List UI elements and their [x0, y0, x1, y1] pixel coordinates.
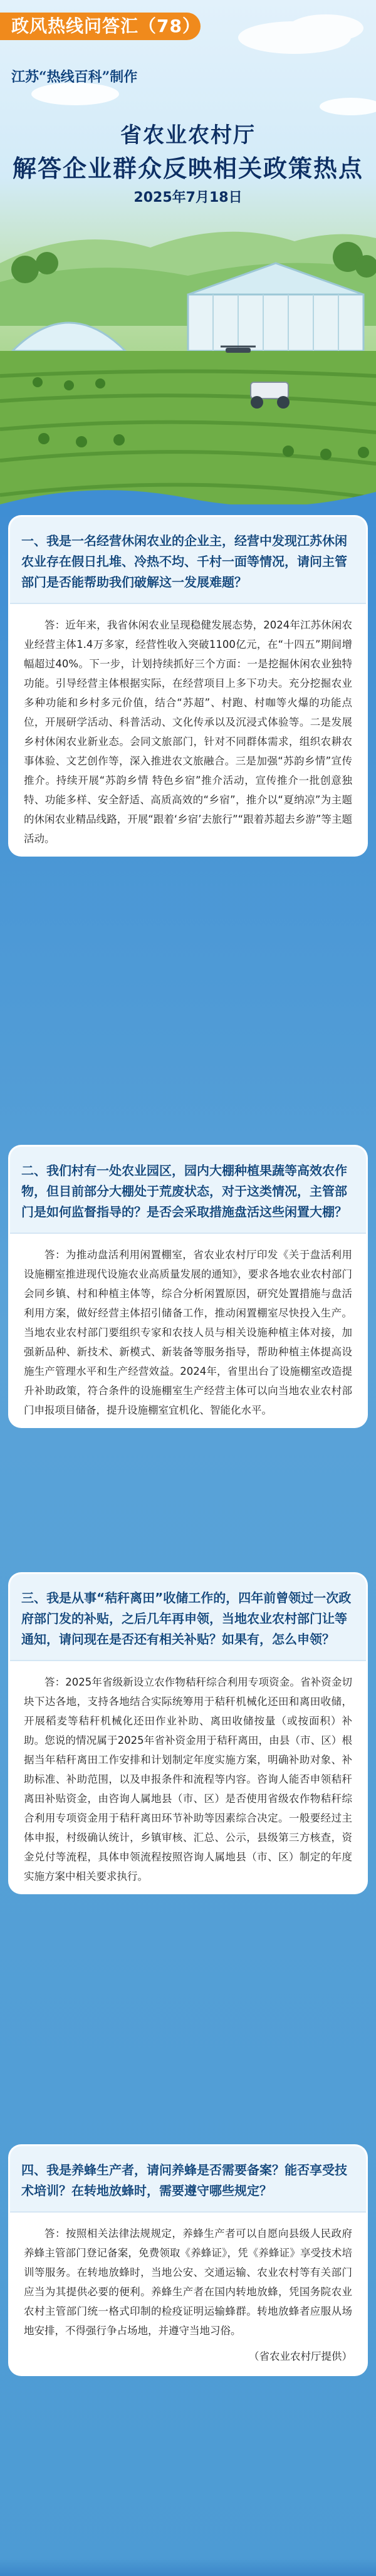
qa-card-1	[10, 517, 366, 855]
series-tag: 政风热线问答汇（78）	[0, 13, 201, 40]
publish-date: 2025年7月18日	[133, 190, 243, 206]
question-text: 四、我是养蜂生产者，请问养蜂是否需要备案？能否享受技术培训？在转地放蜂时，需要遵守哪些规定？	[10, 2146, 366, 2213]
answer-text: 答：2025年省级新设立农作物秸秆综合利用专项资金。省补资金切块下达各地，支持各地结合实际统筹用于秸秆机械化还田和离田收储，开展稻麦等秸秆机械化还田作业补助、离田收储按量（或按面积）补助。您说的情况属于2025年省补资金用于秸秆离田，由县（市、区）根据当年秸秆离田工作安排和计划制定年度实施方案，明确补助对象、补助标准、补助范围，以及申报条件和流程等内容。咨询人能否申领秸秆离田补贴资金，由咨询人属地县（市、区）是否使用省级农作物秸秆综合利用专项资金用于秸秆离田环节补助等因素综合决定。一般要经过主体申报，村级确认统计，乡镇审核、汇总、公示，县级第三方核查，资金兑付等流程，具体申领流程按照咨询人属地县（市、区）制定的年度实施方案中相关要求执行。	[24, 1676, 352, 1882]
wave-divider	[0, 479, 376, 517]
question-text: 二、我们村有一处农业园区，园内大棚种植果蔬等高效农作物，但目前部分大棚处于荒废状态，对于这类情况，主管部门是如何监督指导的？是否会采取措施盘活这些闲置大棚？	[10, 1147, 366, 1234]
hero-banner	[0, 0, 376, 504]
answer-text: 答：为推动盘活利用闲置棚室，省农业农村厅印发《关于盘活利用设施棚室推进现代设施农业高质量发展的通知》，要求各地农业农村部门会同乡镇、村和种植主体等，综合分析闲置原因，研究处置措施与盘活利用方案，做好经营主体招引储备工作，推动闲置棚室尽快投入生产。当地农业农村部门要组织专家和农技人员与相关设施种植主体对接，加强新品种、新技术、新模式、新装备等服务指导，帮助种植主体提高设施生产管理水平和生产经营效益。2024年，省里出台了设施棚室改造提升补助政策，符合条件的设施棚室生产经营主体可以向当地农业农村部门申报项目储备，提升设施棚室宜机化、智能化水平。	[24, 1249, 352, 1416]
qa-card-4	[10, 2146, 366, 2374]
producer-credit: 江苏“热线百科”制作	[11, 69, 138, 85]
answer-text: 答：近年来，我省休闲农业呈现稳健发展态势，2024年江苏休闲农业经营主体1.4万多家，经营性收入突破1100亿元，在“十四五”期间增幅超过40%。下一步，计划持续抓好三个方面：一是挖掘休闲农业独特功能。引导经营主体根据实际，在经营项目上多下功夫。充分挖掘农业多种功能和乡村多元价值，结合“苏超”、村跑、村咖等火爆的功能点位，开展研学活动、科普活动、文化传承以及沉浸式体验等。二是发展乡村休闲农业新业态。会同文旅部门，针对不同群体需求，组织农耕农事体验、文艺创作等，深入推进农文旅融合。三是加强“苏韵乡情”宣传推介。持续开展“苏韵乡情 特色乡宿”推介活动，宣传推介一批创意独特、功能多样、安全舒适、高质高效的“乡宿”，推介以“夏纳凉”为主题的休闲农业精品线路，开展“跟着‘乡宿’去旅行”“跟着苏超去乡游”等主题活动。	[24, 619, 352, 845]
bottom-strip	[0, 2558, 376, 2576]
question-text: 一、我是一名经营休闲农业的企业主，经营中发现江苏休闲农业存在假日扎堆、冷热不均、千村一面等情况，请问主管部门是否能帮助我们破解这一发展难题？	[10, 517, 366, 604]
page-title-line1: 省农业农村厅	[120, 123, 256, 148]
source-credit: （省农业农村厅提供）	[249, 2350, 352, 2362]
question-text: 三、我是从事“秸秆离田”收储工作的，四年前曾领过一次政府部门发的补贴，之后几年再申领，当地农业农村部门让等通知，请问现在是否还有相关补贴？如果有，怎么申领？	[10, 1574, 366, 1661]
qa-card-3	[10, 1574, 366, 1892]
answer-text: 答：按照相关法律法规规定，养蜂生产者可以自愿向县级人民政府养蜂主管部门登记备案，免费领取《养蜂证》，凭《养蜂证》享受技术培训等服务。在转地放蜂时，当地公安、交通运输、农业农村等有关部门应当为其提供必要的便利。养蜂生产者在国内转地放蜂，凭国务院农业农村主管部门统一格式印制的检疫证明运输蜂群。转地放蜂者应服从场地安排，不得强行争占场地，并遵守当地习俗。	[24, 2228, 352, 2337]
qa-card-2	[10, 1147, 366, 1426]
qa-section	[0, 504, 376, 2576]
page-title-line2: 解答企业群众反映相关政策热点	[12, 154, 363, 182]
